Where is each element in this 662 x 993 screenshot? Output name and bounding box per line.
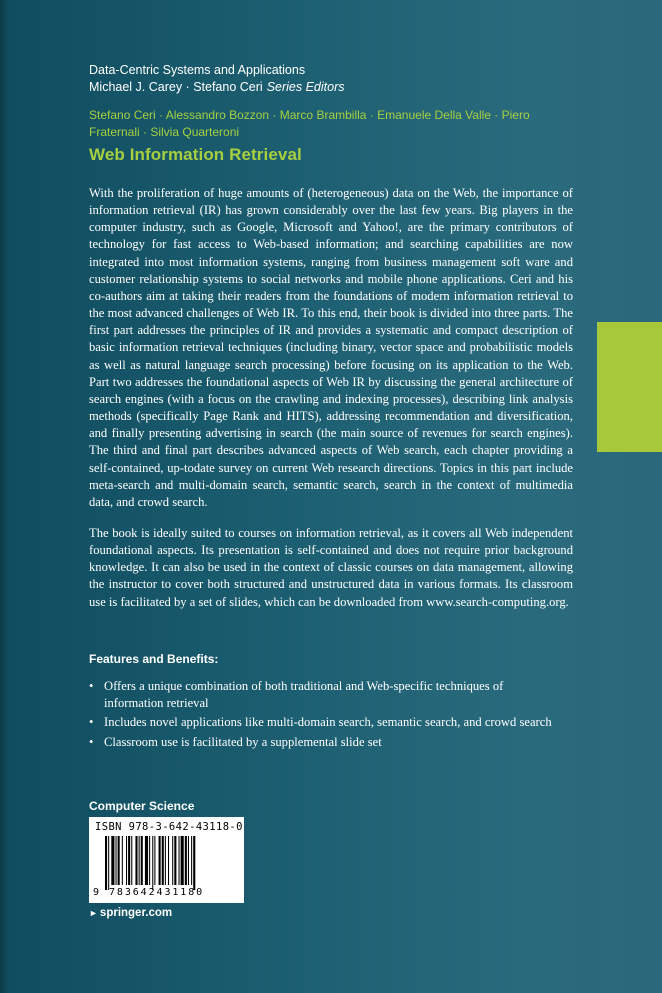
barcode-bar	[131, 836, 132, 885]
barcode-bar	[172, 836, 173, 885]
barcode-bar	[179, 836, 180, 885]
barcode-bar	[188, 836, 189, 885]
series-name: Data-Centric Systems and Applications	[89, 63, 306, 77]
series-editors-line	[89, 79, 345, 96]
barcode-bar	[191, 836, 192, 885]
barcode-bar	[181, 836, 184, 885]
barcode-bar	[105, 836, 107, 890]
barcode-bar	[145, 836, 148, 885]
barcode-bar	[122, 836, 123, 885]
features-list	[89, 678, 559, 753]
barcode-bar	[165, 836, 166, 885]
feature-text: Classroom use is facilitated by a supplemental slide set	[104, 734, 382, 749]
barcode-bar	[168, 836, 169, 885]
barcode-bar	[152, 836, 153, 890]
arrow-right-icon: ►	[89, 908, 98, 918]
barcode-bar	[159, 836, 161, 885]
barcode-bar	[139, 836, 140, 885]
barcode-bar	[185, 836, 187, 885]
authors: Stefano Ceri · Alessandro Bozzon · Marco Brambilla · Emanuele Della Valle · Piero Fraternali · Silvia Quarteroni	[89, 108, 530, 139]
series-info	[89, 62, 345, 96]
barcode-bar	[135, 836, 137, 885]
blurb	[89, 185, 573, 625]
list-item	[89, 714, 559, 731]
barcode-bar	[108, 836, 109, 890]
barcode-bar	[111, 836, 114, 885]
subject-category: Computer Science	[89, 799, 195, 813]
bullet: •	[89, 734, 94, 749]
barcode-digit-first: 9	[93, 887, 100, 898]
website-url[interactable]: springer.com	[99, 907, 173, 919]
list-item	[89, 678, 559, 712]
isbn-barcode	[89, 817, 244, 903]
blurb-paragraph-1: With the proliferation of huge amounts of (heterogeneous) data on the Web, the importance of information retrieval (IR) has grown considerably over the last few years. Big players in the computer industry, such as Google, Microsoft and Yahoo!, are the primary contributors of technology for fast access to Web-based information; and searching capabilities are now integrated into most information systems, ranging from business management soft ware and customer relationship systems to social networks and mobile phone applications. Ceri and his co-authors aim at taking their readers from the foundations of modern information retrieval to the most advanced challenges of Web IR. To this end, their book is divided into three parts. The first part addresses the principles of IR and provides a systematic and compact description of basic information retrieval techniques (including binary, vector space and probabilistic models as well as natural language search processing) before focusing on its application to the Web. Part two addresses the foundational aspects of Web IR by discussing the general architecture of search engines (with a focus on the crawling and indexing processes), describing link analysis methods (specifically Page Rank and HITS), addressing recommendation and diversification, and finally presenting advertising in search (the main source of revenues for search engines). The third and final part describes advanced aspects of Web search, each chapter providing a self-contained, up-todate survey on current Web research directions. Topics in this part include meta-search and multi-domain search, semantic search, search in the context of multimedia data, and crowd search.	[89, 186, 573, 509]
isbn-label: ISBN 978-3-642-43118-0	[95, 821, 243, 833]
barcode-bar	[126, 836, 127, 885]
feature-text: Includes novel applications like multi-domain search, semantic search, and crowd search	[104, 715, 552, 730]
barcode-bar	[162, 836, 164, 885]
series-editors-role: Series Editors	[266, 80, 345, 94]
spine-shadow	[0, 0, 8, 993]
barcode-bar	[193, 836, 195, 890]
publisher-website	[89, 907, 172, 919]
features-heading: Features and Benefits:	[89, 652, 219, 666]
book-title: Web Information Retrieval	[89, 145, 302, 164]
feature-text: Offers a unique combination of both traditional and Web-specific techniques of information retrieval	[104, 679, 504, 711]
bullet: •	[89, 715, 94, 730]
blurb-paragraph-2: The book is ideally suited to courses on information retrieval, as it covers all Web independent foundational aspects. Its presentation is self-contained and does not require prior background knowledge. It can also be used in the context of classic courses on data management, allowing the instructor to cover both structured and unstructured data in various formats. Its classroom use is facilitated by a set of slides, which can be downloaded from www.search-computing.org.	[89, 525, 573, 609]
bullet: •	[89, 679, 94, 693]
barcode-bar	[149, 836, 150, 885]
series-editors: Michael J. Carey · Stefano Ceri	[89, 80, 263, 94]
barcode-bar	[154, 836, 155, 885]
barcode-bar	[128, 836, 130, 885]
barcode-digits: 783642431180	[109, 887, 205, 898]
barcode-bar	[141, 836, 143, 885]
barcode-bar	[118, 836, 120, 885]
list-item	[89, 734, 559, 751]
barcode-bar	[116, 836, 117, 885]
barcode-bar	[174, 836, 176, 885]
edge-color-tab	[597, 322, 662, 452]
